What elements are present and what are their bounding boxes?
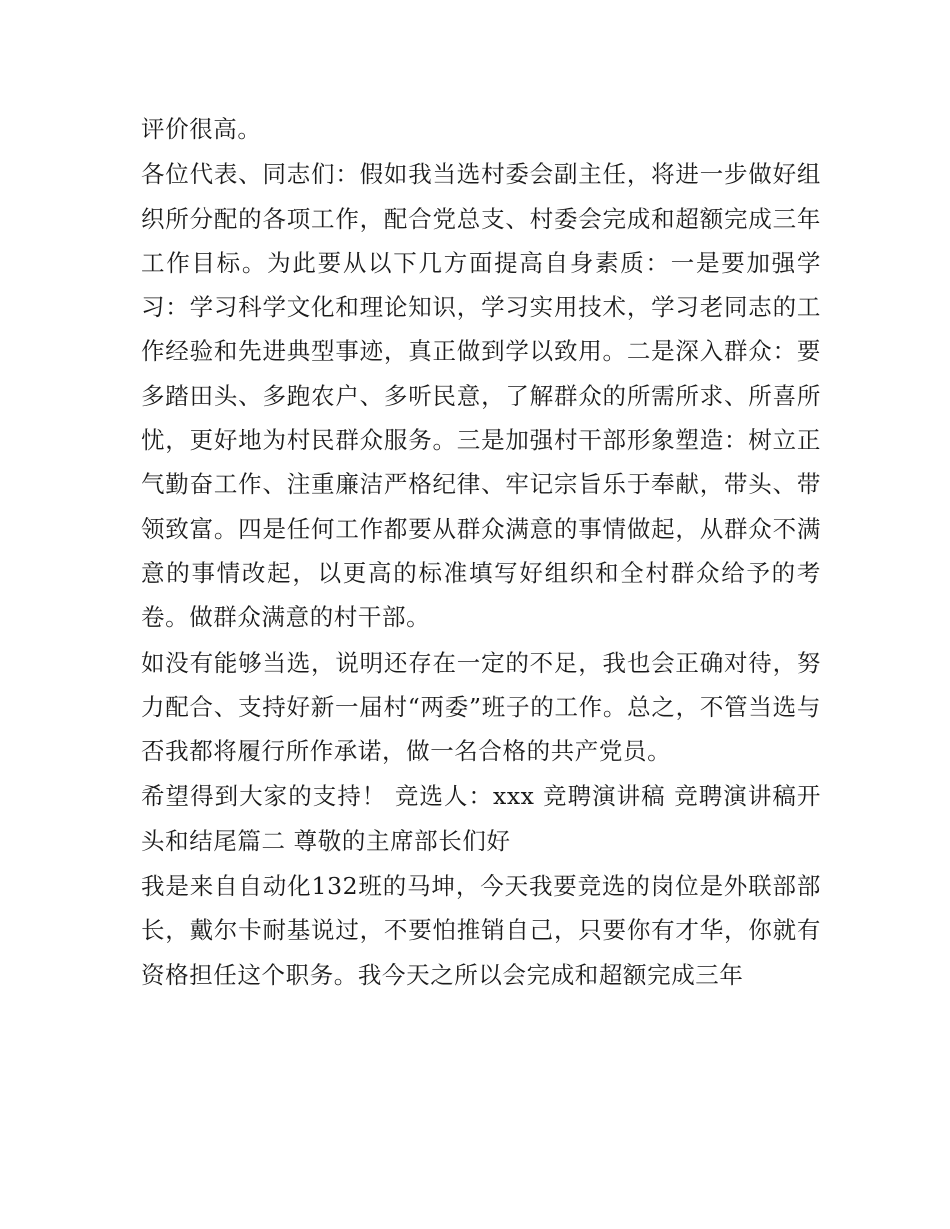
paragraph-3: 如没有能够当选，说明还存在一定的不足，我也会正确对待，努力配合、支持好新一届村“两委”班子的工作。总之，不管当选与否我都将履行所作承诺，做一名合格的共产党员。 xyxy=(141,648,821,766)
paragraph-5: 我是来自自动化132班的马坤，今天我要竞选的岗位是外联部部长，戴尔卡耐基说过，不要怕推销自己，只要你有才华，你就有资格担任这个职务。我今天之所以会完成和超额完成三年 xyxy=(141,872,821,989)
paragraph-1: 评价很高。 xyxy=(141,115,262,143)
document-body xyxy=(141,107,821,997)
paragraph-2: 各位代表、同志们：假如我当选村委会副主任，将进一步做好组织所分配的各项工作，配合党总支、村委会完成和超额完成三年工作目标。为此要从以下几方面提高自身素质：一是要加强学习：学习科学文化和理论知识，学习实用技术，学习老同志的工作经验和先进典型事迹，真正做到学以致用。二是深入群众：要多踏田头、多跑农户、多听民意，了解群众的所需所求、所喜所忧，更好地为村民群众服务。三是加强村干部形象塑造：树立正气勤奋工作、注重廉洁严格纪律、牢记宗旨乐于奉献，带头、带领致富。四是任何工作都要从群众满意的事情做起，从群众不满意的事情改起，以更高的标准填写好组织和全村群众给予的考卷。做群众满意的村干部。 xyxy=(141,160,821,632)
paragraph-4: 希望得到大家的支持！ 竞选人：xxx 竞聘演讲稿 竞聘演讲稿开头和结尾篇二 尊敬的主席部长们好 xyxy=(141,782,821,855)
